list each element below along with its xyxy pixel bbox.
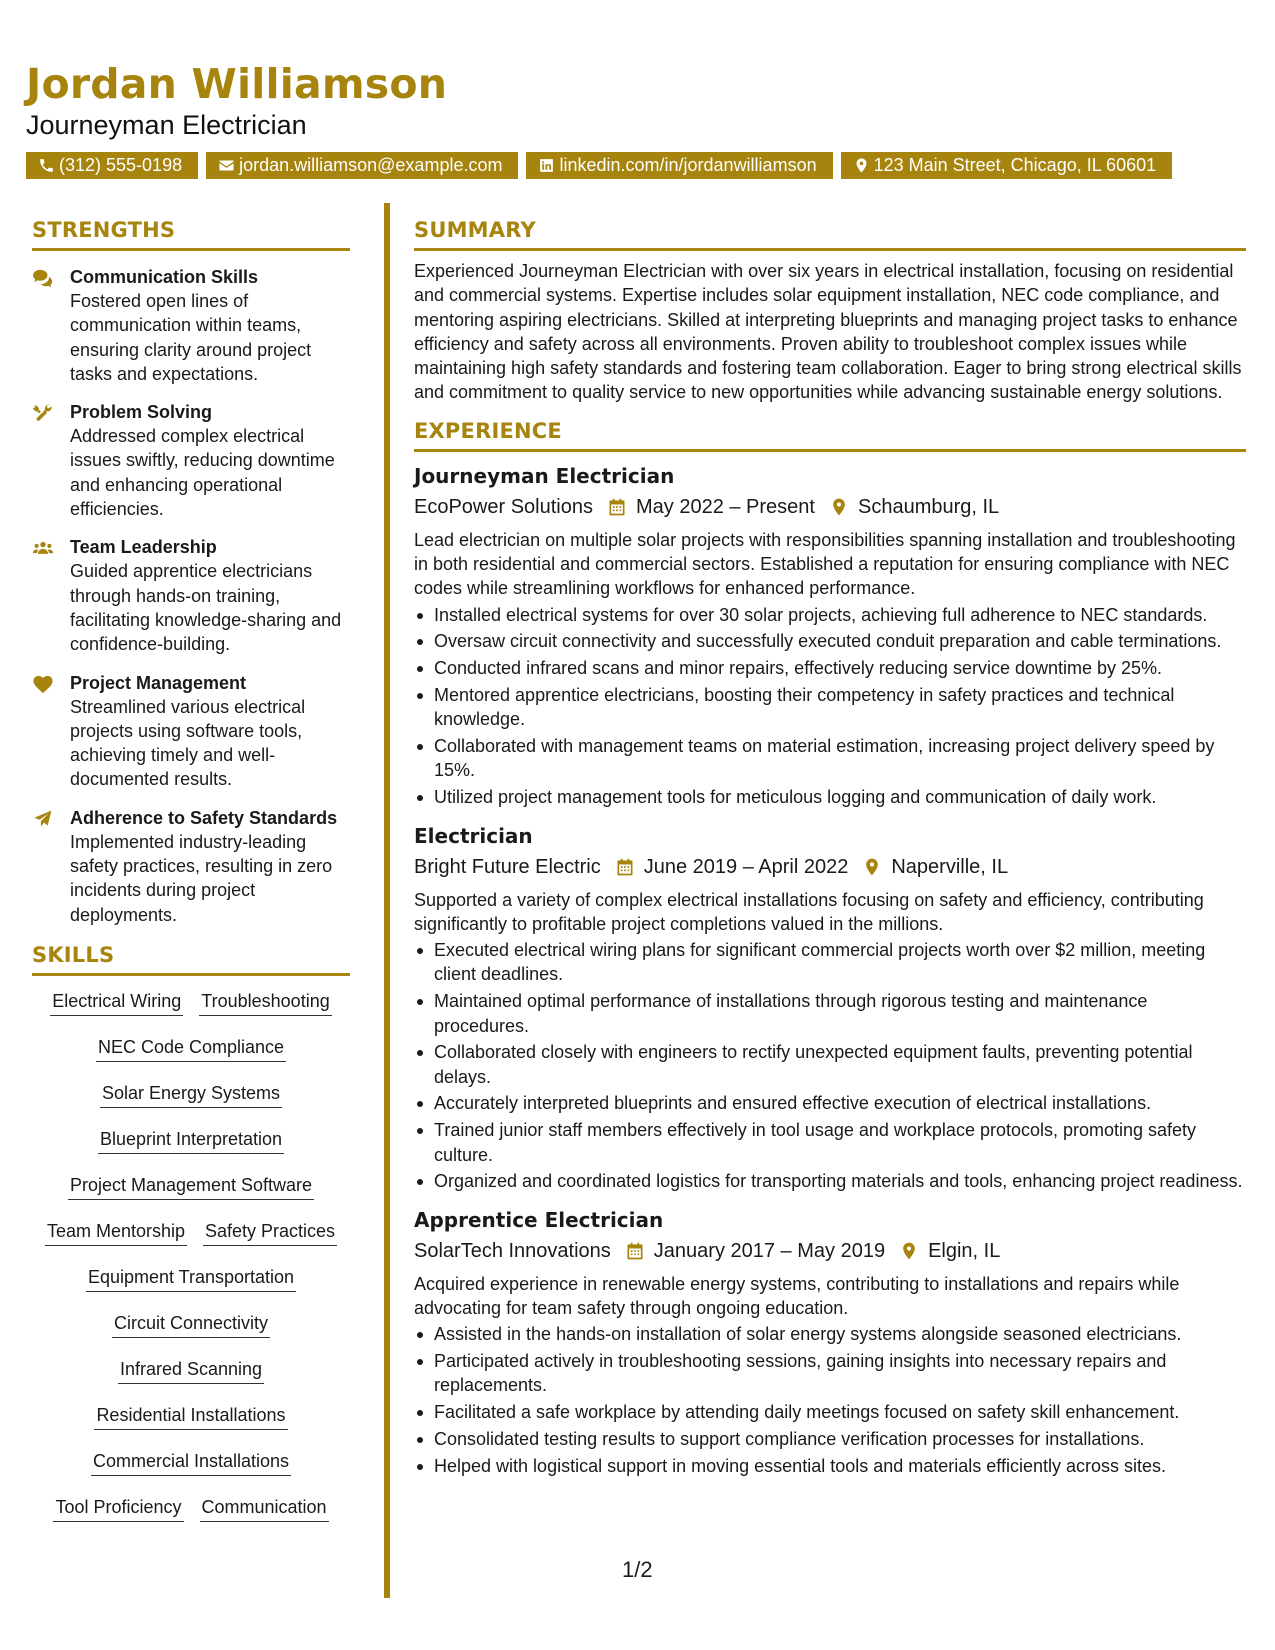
skills-list — [32, 990, 350, 1522]
contact-bar — [26, 152, 1172, 179]
job-company: Bright Future Electric — [414, 855, 601, 878]
strength-item — [32, 671, 350, 792]
map-pin-icon — [853, 157, 870, 174]
skill-tag: Blueprint Interpretation — [98, 1128, 284, 1154]
skill-tag: Troubleshooting — [199, 990, 331, 1016]
candidate-name: Jordan Williamson — [26, 60, 448, 108]
job-description: Lead electrician on multiple solar projects with responsibilities spanning installation and troubleshooting in both residential and commercial sectors. Established a reputation for ensuring compliance with NEC codes while streamlining workflows for enhanced performance. — [414, 529, 1236, 599]
skills-heading: SKILLS — [32, 943, 350, 976]
heart-icon — [32, 674, 54, 694]
experience-heading: EXPERIENCE — [414, 419, 1246, 452]
address-chip — [841, 152, 1173, 179]
job-title: Journeyman Electrician — [414, 463, 675, 488]
job-bullets — [414, 1322, 1246, 1478]
map-pin-icon — [829, 497, 849, 517]
job-bullets — [414, 938, 1246, 1193]
strength-desc: Streamlined various electrical projects using software tools, achieving timely and well-documented results. — [70, 696, 306, 790]
job-company: SolarTech Innovations — [414, 1239, 611, 1262]
job-company: EcoPower Solutions — [414, 495, 593, 518]
linkedin-chip[interactable] — [526, 152, 832, 179]
left-column — [32, 218, 350, 1522]
strength-desc: Guided apprentice electricians through hands-on training, facilitating knowledge-sharing and confidence-building. — [70, 561, 342, 655]
job-bullet: Consolidated testing results to support compliance verification processes for installations. — [414, 1427, 1246, 1451]
job-entry — [414, 822, 1246, 1194]
strengths-list — [32, 265, 350, 927]
column-divider — [384, 203, 390, 1598]
candidate-title: Journeyman Electrician — [26, 110, 307, 140]
job-dates: June 2019 – April 2022 — [643, 855, 849, 878]
job-bullet: Assisted in the hands-on installation of solar energy systems alongside seasoned electricians. — [414, 1322, 1246, 1346]
job-bullet: Helped with logistical support in moving essential tools and materials efficiently across sites. — [414, 1454, 1246, 1478]
skill-tag: Residential Installations — [94, 1404, 287, 1430]
right-column — [414, 218, 1246, 1480]
strength-item — [32, 265, 350, 386]
job-meta — [414, 852, 1246, 882]
strength-title: Team Leadership — [70, 537, 217, 558]
skill-tag: Infrared Scanning — [118, 1358, 264, 1384]
chat-bubbles-icon — [32, 268, 54, 288]
strength-title: Problem Solving — [70, 402, 213, 423]
job-meta — [414, 492, 1246, 522]
calendar-icon — [615, 857, 635, 877]
job-location: Naperville, IL — [891, 855, 1009, 878]
page-number: 1/2 — [622, 1557, 653, 1582]
skill-tag: Solar Energy Systems — [100, 1082, 282, 1108]
job-dates: May 2022 – Present — [635, 495, 815, 518]
job-entry — [414, 462, 1246, 810]
strength-title: Communication Skills — [70, 267, 259, 287]
paper-plane-icon — [32, 809, 54, 829]
envelope-icon — [218, 157, 235, 174]
job-entry — [414, 1206, 1246, 1478]
skill-tag: Circuit Connectivity — [112, 1312, 270, 1338]
skill-tag: Commercial Installations — [91, 1450, 291, 1476]
strength-desc: Addressed complex electrical issues swiftly, reducing downtime and enhancing operational efficiencies. — [70, 426, 335, 520]
phone-text: (312) 555-0198 — [59, 155, 183, 175]
job-bullet: Utilized project management tools for meticulous logging and communication of daily work. — [414, 785, 1246, 809]
job-bullet: Accurately interpreted blueprints and ensured effective execution of electrical installations. — [414, 1091, 1246, 1115]
strength-desc: Implemented industry-leading safety practices, resulting in zero incidents during project deployments. — [70, 831, 333, 925]
job-bullet: Participated actively in troubleshooting sessions, gaining insights into necessary repairs and replacements. — [414, 1349, 1246, 1398]
job-location: Elgin, IL — [928, 1239, 1001, 1262]
job-bullet: Oversaw circuit connectivity and successfully executed conduit preparation and cable terminations. — [414, 629, 1246, 653]
job-bullet: Installed electrical systems for over 30 solar projects, achieving full adherence to NEC standards. — [414, 603, 1246, 627]
address-text: 123 Main Street, Chicago, IL 60601 — [873, 155, 1157, 175]
job-bullet: Organized and coordinated logistics for transporting materials and tools, enhancing project readiness. — [414, 1169, 1246, 1193]
skill-tag: Equipment Transportation — [86, 1266, 296, 1292]
skill-tag: Safety Practices — [203, 1220, 337, 1246]
job-title: Electrician — [414, 823, 533, 848]
summary-heading: SUMMARY — [414, 218, 1246, 251]
strength-item — [32, 535, 350, 656]
skill-tag: Communication — [200, 1496, 329, 1522]
job-bullet: Conducted infrared scans and minor repairs, effectively reducing service downtime by 25%. — [414, 656, 1246, 680]
email-chip[interactable] — [206, 152, 518, 179]
job-description: Acquired experience in renewable energy systems, contributing to installations and repairs while advocating for team safety through ongoing education. — [414, 1273, 1180, 1318]
summary-text: Experienced Journeyman Electrician with over six years in electrical installation, focusing on residential and commercial systems. Expertise includes solar equipment installation, NEC code compliance, and mentoring aspiring electricians. Skilled at interpreting blueprints and managing project tasks to enhance efficiency and safety across all environments. Proven ability to troubleshoot complex issues while maintaining high safety standards and fostering team collaboration. Eager to bring strong electrical skills and commitment to quality service to new opportunities while advancing sustainable energy solutions. — [414, 261, 1242, 403]
job-bullet: Trained junior staff members effectively in tool usage and workplace protocols, promoting safety culture. — [414, 1118, 1246, 1167]
tools-icon — [32, 403, 54, 423]
phone-icon — [38, 157, 55, 174]
calendar-icon — [625, 1241, 645, 1261]
job-bullet: Collaborated closely with engineers to rectify unexpected equipment faults, preventing potential delays. — [414, 1040, 1246, 1089]
email-text: jordan.williamson@example.com — [239, 155, 503, 175]
users-icon — [32, 538, 54, 558]
map-pin-icon — [899, 1241, 919, 1261]
skill-tag: Project Management Software — [68, 1174, 314, 1200]
linkedin-text: linkedin.com/in/jordanwilliamson — [559, 155, 817, 175]
calendar-icon — [607, 497, 627, 517]
strength-title: Project Management — [70, 672, 247, 693]
strength-title: Adherence to Safety Standards — [70, 807, 338, 828]
job-dates: January 2017 – May 2019 — [653, 1239, 886, 1262]
skill-tag: Tool Proficiency — [53, 1496, 183, 1522]
phone-chip[interactable] — [26, 152, 198, 179]
linkedin-icon — [538, 157, 555, 174]
strength-item — [32, 806, 350, 927]
map-pin-icon — [862, 857, 882, 877]
strength-desc: Fostered open lines of communication within teams, ensuring clarity around project tasks and expectations. — [70, 291, 312, 384]
job-bullet: Maintained optimal performance of installations through rigorous testing and maintenance procedures. — [414, 989, 1246, 1038]
skill-tag: NEC Code Compliance — [96, 1036, 286, 1062]
job-description: Supported a variety of complex electrical installations focusing on safety and efficiency, contributing significantly to profitable project completions valued in the millions. — [414, 889, 1204, 934]
job-bullets — [414, 603, 1246, 810]
strength-item — [32, 400, 350, 521]
strengths-heading: STRENGTHS — [32, 218, 350, 251]
job-bullet: Facilitated a safe workplace by attending daily meetings focused on safety skill enhancement. — [414, 1400, 1246, 1424]
skill-tag: Team Mentorship — [45, 1220, 187, 1246]
skill-tag: Electrical Wiring — [50, 990, 183, 1016]
job-meta — [414, 1236, 1246, 1266]
job-location: Schaumburg, IL — [857, 495, 1000, 518]
job-title: Apprentice Electrician — [414, 1207, 664, 1232]
job-bullet: Mentored apprentice electricians, boosting their competency in safety practices and technical knowledge. — [414, 683, 1246, 732]
job-bullet: Executed electrical wiring plans for significant commercial projects worth over $2 million, meeting client deadlines. — [414, 938, 1246, 987]
job-bullet: Collaborated with management teams on material estimation, increasing project delivery speed by 15%. — [414, 734, 1246, 783]
